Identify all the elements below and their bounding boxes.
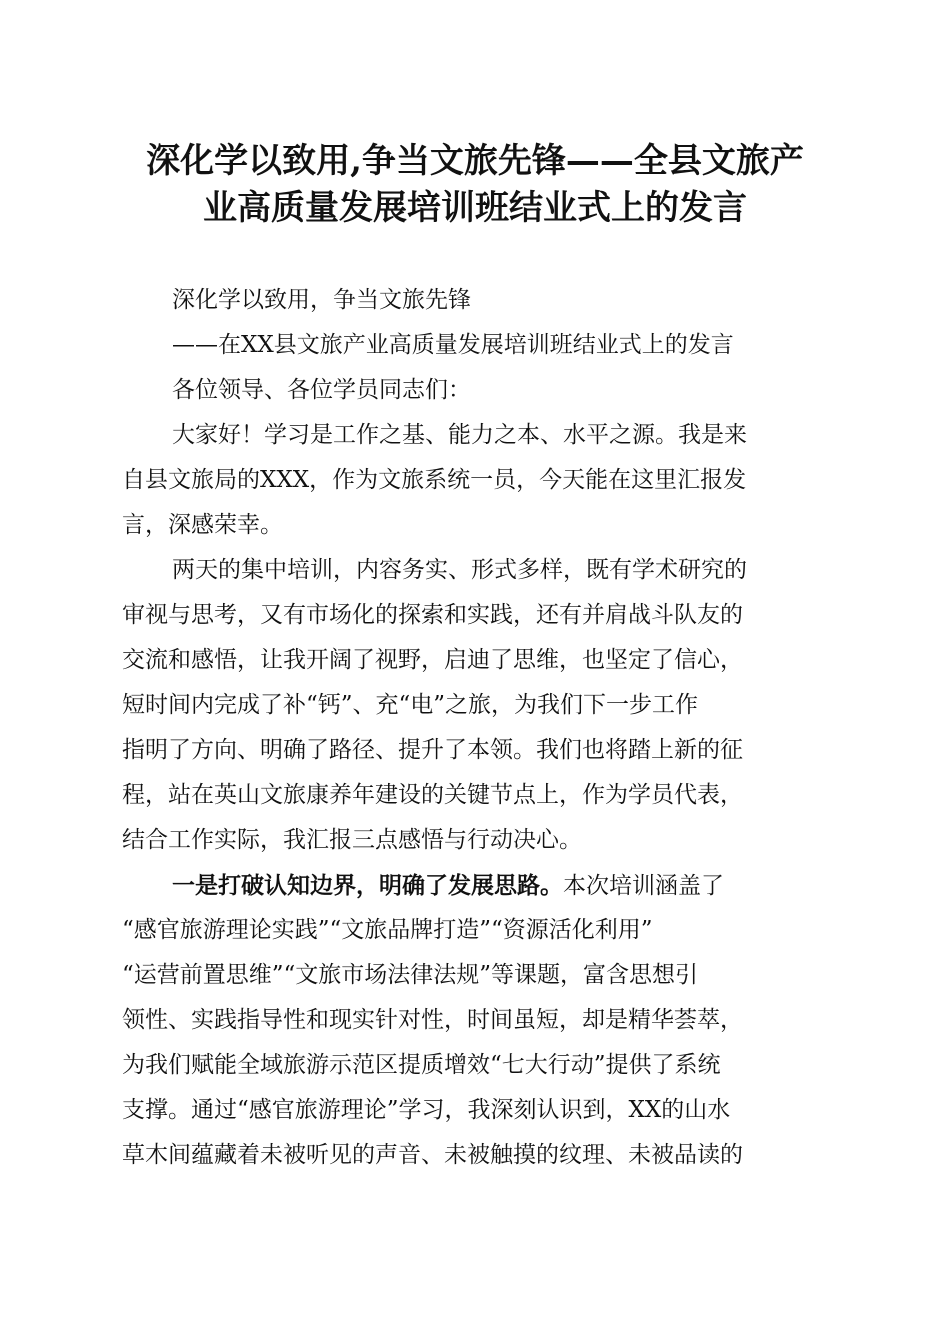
paragraph-line: 审视与思考，又有市场化的探索和实践，还有并肩战斗队友的 bbox=[122, 602, 743, 628]
paragraph-line: 交流和感悟，让我开阔了视野，启迪了思维，也坚定了信心， bbox=[122, 647, 743, 673]
paragraph-line: 领性、实践指导性和现实针对性，时间虽短，却是精华荟萃， bbox=[122, 1007, 743, 1033]
paragraph-line: 短时间内完成了补“钙”、充“电”之旅，为我们下一步工作 bbox=[122, 692, 699, 718]
paragraph-line: 草木间蕴藏着未被听见的声音、未被触摸的纹理、未被品读的 bbox=[122, 1142, 743, 1168]
section-heading: 一是打破认知边界，明确了发展思路。 bbox=[172, 872, 563, 899]
paragraph-2 bbox=[122, 548, 832, 863]
paragraph-line: 支撑。通过“感官旅游理论”学习，我深刻认识到，XX的山水 bbox=[122, 1097, 731, 1123]
title-line-1: 深化学以致用,争当文旅先锋——全县文旅产 bbox=[146, 141, 804, 181]
paragraph-line: 大家好！学习是工作之基、能力之本、水平之源。我是来 bbox=[172, 422, 747, 448]
salutation: 各位领导、各位学员同志们： bbox=[172, 377, 471, 403]
paragraph-text: 本次培训涵盖了 bbox=[563, 873, 724, 899]
paragraph-3 bbox=[122, 863, 832, 1178]
paragraph-line bbox=[122, 863, 832, 908]
subtitle-2: ——在XX县文旅产业高质量发展培训班结业式上的发言 bbox=[172, 332, 734, 358]
document-title bbox=[100, 138, 850, 232]
paragraph-line: 为我们赋能全域旅游示范区提质增效“七大行动”提供了系统 bbox=[122, 1052, 721, 1078]
paragraph-line: 程，站在英山文旅康养年建设的关键节点上，作为学员代表， bbox=[122, 782, 743, 808]
paragraph-line: 自县文旅局的XXX，作为文旅系统一员，今天能在这里汇报发 bbox=[122, 467, 747, 493]
paragraph-1 bbox=[122, 413, 832, 548]
paragraph-line: “运营前置思维”“文旅市场法律法规”等课题，富含思想引 bbox=[122, 962, 699, 988]
paragraph-line: 指明了方向、明确了路径、提升了本领。我们也将踏上新的征 bbox=[122, 737, 743, 763]
paragraph-line: 结合工作实际，我汇报三点感悟与行动决心。 bbox=[122, 827, 582, 853]
paragraph-line: 言，深感荣幸。 bbox=[122, 512, 283, 538]
subtitle: 深化学以致用，争当文旅先锋 bbox=[172, 287, 471, 313]
title-line-2: 业高质量发展培训班结业式上的发言 bbox=[203, 188, 747, 228]
paragraph-line: “感官旅游理论实践”“文旅品牌打造”“资源活化利用” bbox=[122, 917, 653, 943]
document-body bbox=[122, 278, 832, 1178]
paragraph-line: 两天的集中培训，内容务实、形式多样，既有学术研究的 bbox=[172, 557, 747, 583]
